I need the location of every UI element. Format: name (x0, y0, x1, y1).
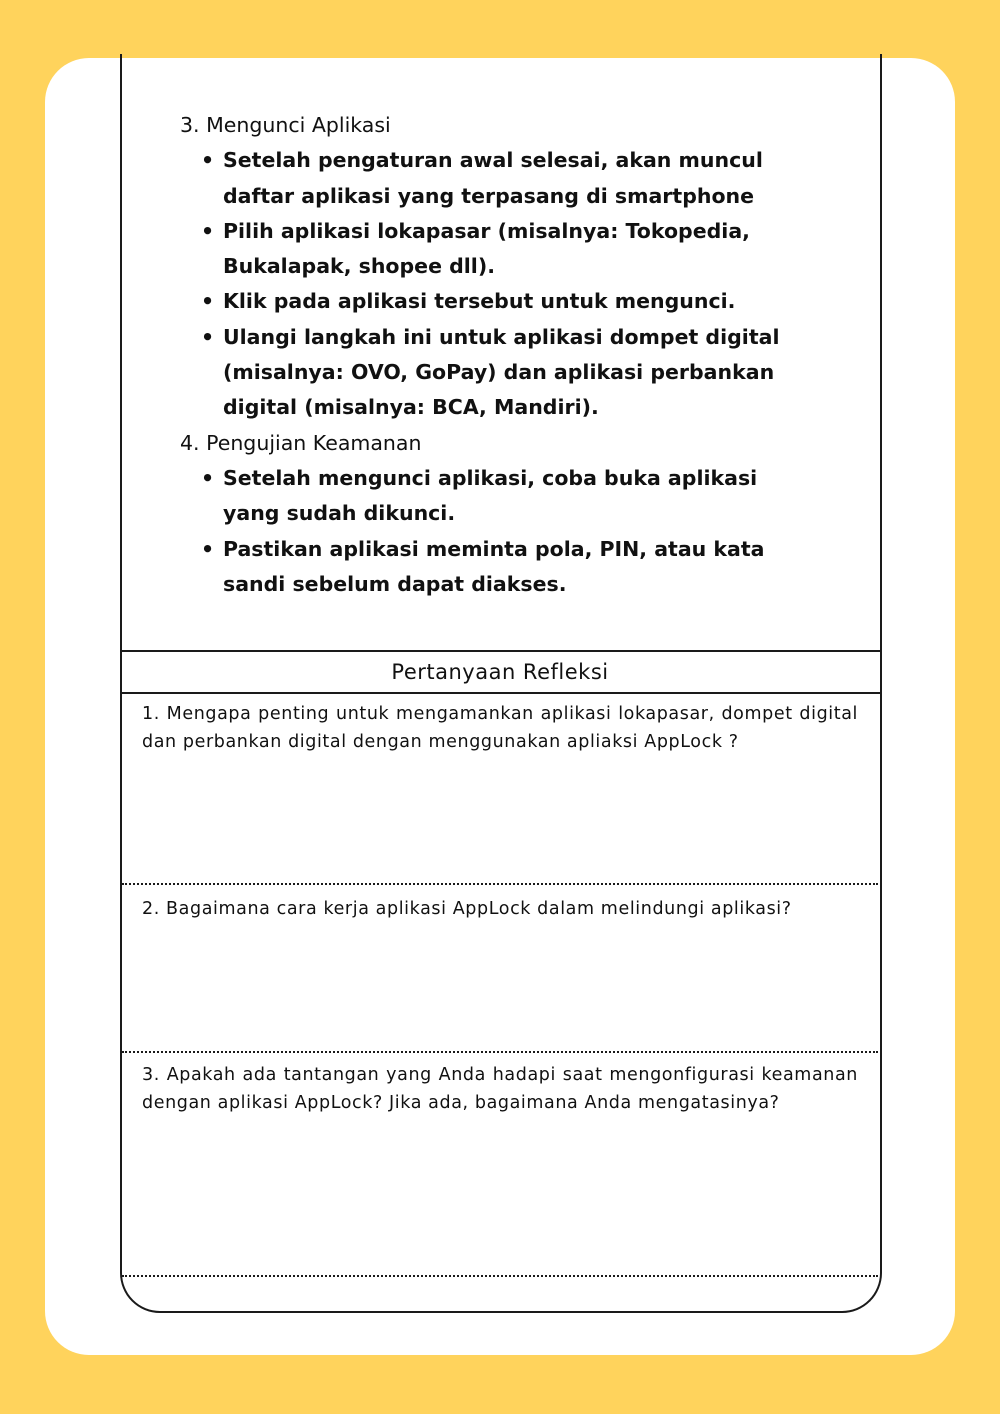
reflection-question-2: 2. Bagaimana cara kerja aplikasi AppLock dalam melindungi aplikasi? (142, 899, 792, 919)
reflection-title: Pertanyaan Refleksi (120, 650, 880, 694)
list-item: • Setelah mengunci aplikasi, coba buka aplikasi yang sudah dikunci. (223, 461, 800, 532)
reflection-question-1: 1. Mengapa penting untuk mengamankan aplikasi lokapasar, dompet digital dan perbankan digital dengan menggunakan apliaksi AppLock ? (142, 704, 858, 752)
bullet-list (180, 143, 800, 425)
answer-line (122, 1275, 878, 1277)
list-item: • Pilih aplikasi lokapasar (misalnya: Tokopedia, Bukalapak, shopee dll). (223, 214, 800, 285)
list-item: • Klik pada aplikasi tersebut untuk mengunci. (223, 284, 800, 319)
list-item: • Setelah pengaturan awal selesai, akan muncul daftar aplikasi yang terpasang di smartphone (223, 143, 800, 214)
section-heading: 3. Mengunci Aplikasi (180, 113, 391, 137)
answer-line (122, 883, 878, 885)
list-item: • Pastikan aplikasi meminta pola, PIN, atau kata sandi sebelum dapat diakses. (223, 532, 800, 603)
bullet-list (180, 461, 800, 602)
list-item: • Ulangi langkah ini untuk aplikasi dompet digital (misalnya: OVO, GoPay) dan aplikasi perbankan digital (misalnya: BCA, Mandiri). (223, 320, 800, 426)
section-heading: 4. Pengujian Keamanan (180, 430, 422, 455)
steps-content (180, 108, 800, 602)
reflection-question-3: 3. Apakah ada tantangan yang Anda hadapi saat mengonfigurasi keamanan dengan aplikasi AppLock? Jika ada, bagaimana Anda mengatasinya? (142, 1065, 858, 1113)
answer-line (122, 1051, 878, 1053)
